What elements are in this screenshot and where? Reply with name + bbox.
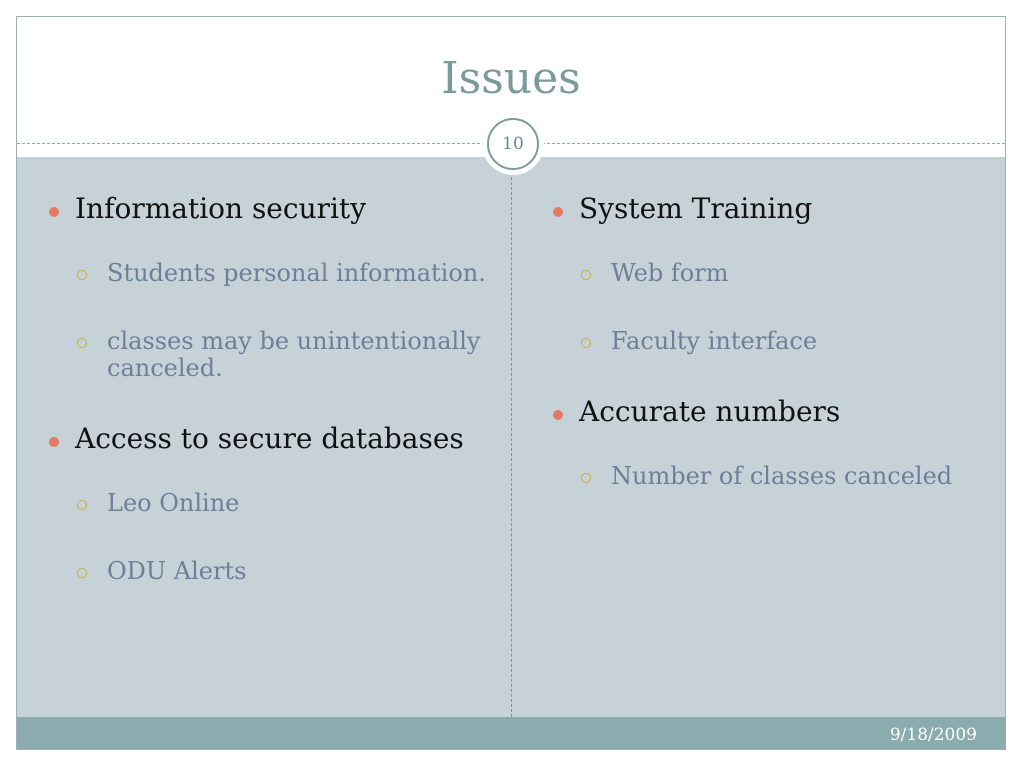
sub-bullet-item bbox=[49, 328, 499, 382]
sub-bullet-text: Leo Online bbox=[107, 489, 240, 517]
right-column bbox=[553, 193, 993, 531]
hollow-circle-bullet-icon bbox=[77, 500, 87, 510]
bullet-text: Access to secure databases bbox=[75, 422, 464, 455]
sub-bullet-item bbox=[49, 260, 499, 287]
filled-circle-bullet-icon bbox=[553, 410, 563, 420]
sub-bullet-item bbox=[553, 328, 993, 355]
hollow-circle-bullet-icon bbox=[581, 473, 591, 483]
bullet-item bbox=[49, 423, 499, 455]
filled-circle-bullet-icon bbox=[49, 437, 59, 447]
bullet-text: System Training bbox=[579, 192, 813, 225]
filled-circle-bullet-icon bbox=[553, 207, 563, 217]
bullet-item bbox=[49, 193, 499, 225]
sub-bullet-item bbox=[553, 463, 993, 490]
filled-circle-bullet-icon bbox=[49, 207, 59, 217]
left-column bbox=[49, 193, 499, 626]
sub-bullet-item bbox=[49, 558, 499, 585]
bullet-text: Accurate numbers bbox=[579, 395, 841, 428]
sub-bullet-item bbox=[49, 490, 499, 517]
sub-bullet-text: ODU Alerts bbox=[107, 557, 247, 585]
slide-number: 10 bbox=[487, 118, 539, 170]
hollow-circle-bullet-icon bbox=[77, 338, 87, 348]
footer-bar bbox=[17, 717, 1005, 750]
sub-bullet-item bbox=[553, 260, 993, 287]
hollow-circle-bullet-icon bbox=[581, 270, 591, 280]
sub-bullet-text: Number of classes canceled bbox=[611, 462, 953, 490]
bullet-item bbox=[553, 396, 993, 428]
slide-title: Issues bbox=[441, 53, 581, 104]
hollow-circle-bullet-icon bbox=[77, 568, 87, 578]
slide bbox=[16, 16, 1006, 750]
hollow-circle-bullet-icon bbox=[581, 338, 591, 348]
slide-date: 9/18/2009 bbox=[889, 725, 977, 745]
column-divider bbox=[511, 177, 512, 717]
bullet-item bbox=[553, 193, 993, 225]
sub-bullet-text: classes may be unintentionally canceled. bbox=[107, 327, 481, 382]
sub-bullet-text: Web form bbox=[611, 259, 729, 287]
slide-number-badge bbox=[482, 113, 544, 175]
sub-bullet-text: Students personal information. bbox=[107, 259, 486, 287]
bullet-text: Information security bbox=[75, 192, 367, 225]
hollow-circle-bullet-icon bbox=[77, 270, 87, 280]
sub-bullet-text: Faculty interface bbox=[611, 327, 818, 355]
